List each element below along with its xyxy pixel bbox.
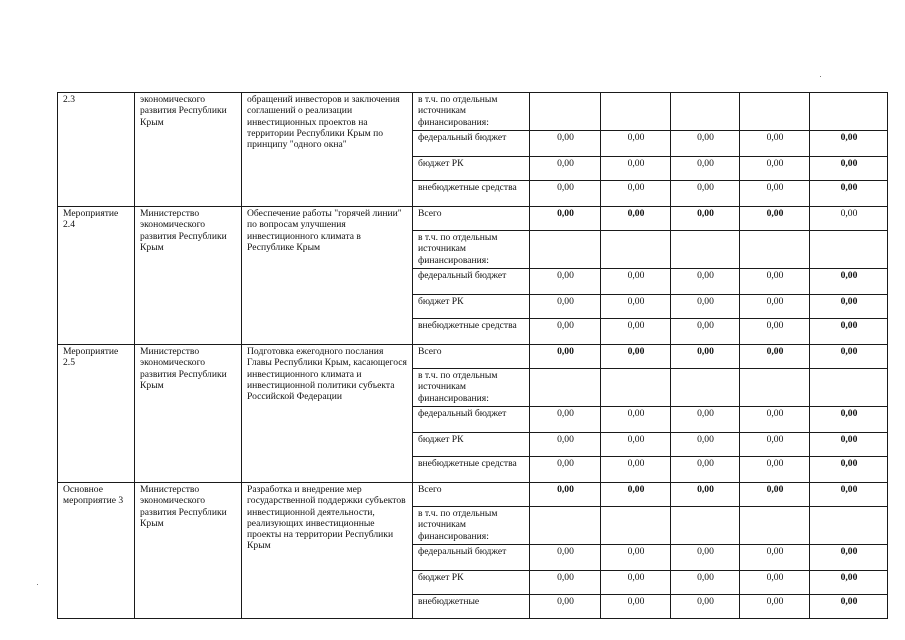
amount-cell xyxy=(671,231,740,269)
amount-cell: 0,00 xyxy=(810,433,888,457)
amount-cell xyxy=(810,93,888,131)
amount-cell: 0,00 xyxy=(601,295,671,319)
amount-cell: 0,00 xyxy=(810,181,888,207)
amount-cell: 0,00 xyxy=(810,269,888,295)
funding-source-label: бюджет РК xyxy=(413,157,530,181)
amount-cell: 0,00 xyxy=(671,595,740,619)
funding-source-label: в т.ч. по отдельным источникам финансирования: xyxy=(413,231,530,269)
funding-source-label: Всего xyxy=(413,345,530,369)
amount-cell: 0,00 xyxy=(671,269,740,295)
funding-source-label: федеральный бюджет xyxy=(413,545,530,571)
amount-cell: 0,00 xyxy=(530,545,601,571)
amount-cell: 0,00 xyxy=(740,571,810,595)
amount-cell: 0,00 xyxy=(601,571,671,595)
measure-description-cell: Подготовка ежегодного послания Главы Республики Крым, касающегося инвестиционного климата и инвестиционной политики субъекта Российской Федерации xyxy=(242,345,413,483)
funding-source-label: Всего xyxy=(413,483,530,507)
amount-cell: 0,00 xyxy=(530,457,601,483)
amount-cell xyxy=(601,93,671,131)
funding-source-label: внебюджетные средства xyxy=(413,181,530,207)
amount-cell: 0,00 xyxy=(530,181,601,207)
amount-cell: 0,00 xyxy=(740,407,810,433)
amount-cell: 0,00 xyxy=(530,571,601,595)
amount-cell: 0,00 xyxy=(810,131,888,157)
amount-cell: 0,00 xyxy=(530,295,601,319)
amount-cell: 0,00 xyxy=(530,433,601,457)
amount-cell xyxy=(530,231,601,269)
amount-cell: 0,00 xyxy=(740,181,810,207)
funding-source-label: в т.ч. по отдельным источникам финансирования: xyxy=(413,507,530,545)
measure-code-cell: Мероприятие 2.5 xyxy=(58,345,135,483)
budget-table xyxy=(57,92,888,619)
measure-code-cell: 2.3 xyxy=(58,93,135,207)
amount-cell: 0,00 xyxy=(671,319,740,345)
amount-cell xyxy=(740,93,810,131)
amount-cell: 0,00 xyxy=(530,483,601,507)
amount-cell: 0,00 xyxy=(740,545,810,571)
amount-cell: 0,00 xyxy=(601,157,671,181)
amount-cell: 0,00 xyxy=(530,269,601,295)
amount-cell: 0,00 xyxy=(810,571,888,595)
amount-cell: 0,00 xyxy=(601,319,671,345)
amount-cell: 0,00 xyxy=(601,595,671,619)
funding-source-label: в т.ч. по отдельным источникам финансирования: xyxy=(413,369,530,407)
amount-cell xyxy=(810,507,888,545)
amount-cell: 0,00 xyxy=(601,181,671,207)
amount-cell xyxy=(671,507,740,545)
scan-speck xyxy=(37,584,38,585)
budget-table-body xyxy=(58,93,888,619)
amount-cell: 0,00 xyxy=(601,345,671,369)
funding-source-label: внебюджетные средства xyxy=(413,319,530,345)
amount-cell: 0,00 xyxy=(740,345,810,369)
amount-cell: 0,00 xyxy=(740,295,810,319)
amount-cell: 0,00 xyxy=(671,545,740,571)
amount-cell: 0,00 xyxy=(810,319,888,345)
amount-cell: 0,00 xyxy=(810,345,888,369)
amount-cell: 0,00 xyxy=(740,457,810,483)
funding-source-label: бюджет РК xyxy=(413,571,530,595)
amount-cell: 0,00 xyxy=(740,319,810,345)
amount-cell: 0,00 xyxy=(740,207,810,231)
amount-cell: 0,00 xyxy=(601,407,671,433)
amount-cell: 0,00 xyxy=(530,131,601,157)
amount-cell: 0,00 xyxy=(810,483,888,507)
amount-cell: 0,00 xyxy=(810,295,888,319)
amount-cell: 0,00 xyxy=(601,269,671,295)
amount-cell xyxy=(810,231,888,269)
amount-cell: 0,00 xyxy=(530,319,601,345)
responsible-org-cell: Министерство экономического развития Республики Крым xyxy=(135,483,242,619)
amount-cell: 0,00 xyxy=(601,483,671,507)
table-row xyxy=(58,483,888,507)
amount-cell: 0,00 xyxy=(740,131,810,157)
amount-cell: 0,00 xyxy=(671,433,740,457)
funding-source-label: федеральный бюджет xyxy=(413,131,530,157)
measure-description-cell: Обеспечение работы "горячей линии" по вопросам улучшения инвестиционного климата в Республике Крым xyxy=(242,207,413,345)
amount-cell: 0,00 xyxy=(740,157,810,181)
amount-cell xyxy=(530,507,601,545)
table-row xyxy=(58,207,888,231)
amount-cell: 0,00 xyxy=(530,595,601,619)
amount-cell: 0,00 xyxy=(601,545,671,571)
amount-cell: 0,00 xyxy=(530,345,601,369)
measure-description-cell: Разработка и внедрение мер государственной поддержки субъектов инвестиционной деятельности, реализующих инвестиционные проекты на территории Республики Крым xyxy=(242,483,413,619)
amount-cell: 0,00 xyxy=(601,433,671,457)
amount-cell: 0,00 xyxy=(810,157,888,181)
funding-source-label: внебюджетные xyxy=(413,595,530,619)
amount-cell: 0,00 xyxy=(810,545,888,571)
amount-cell: 0,00 xyxy=(740,483,810,507)
amount-cell: 0,00 xyxy=(671,457,740,483)
scan-speck xyxy=(820,76,821,77)
responsible-org-cell: Министерство экономического развития Республики Крым xyxy=(135,345,242,483)
funding-source-label: в т.ч. по отдельным источникам финансирования: xyxy=(413,93,530,131)
amount-cell: 0,00 xyxy=(601,207,671,231)
amount-cell xyxy=(601,231,671,269)
amount-cell: 0,00 xyxy=(671,483,740,507)
amount-cell: 0,00 xyxy=(671,571,740,595)
table-row xyxy=(58,93,888,131)
amount-cell: 0,00 xyxy=(671,295,740,319)
amount-cell: 0,00 xyxy=(810,207,888,231)
amount-cell xyxy=(671,93,740,131)
funding-source-label: Всего xyxy=(413,207,530,231)
amount-cell: 0,00 xyxy=(671,131,740,157)
measure-code-cell: Мероприятие 2.4 xyxy=(58,207,135,345)
amount-cell: 0,00 xyxy=(740,595,810,619)
amount-cell xyxy=(740,369,810,407)
amount-cell: 0,00 xyxy=(530,407,601,433)
amount-cell xyxy=(601,369,671,407)
amount-cell: 0,00 xyxy=(671,157,740,181)
amount-cell xyxy=(601,507,671,545)
amount-cell xyxy=(530,93,601,131)
amount-cell: 0,00 xyxy=(671,345,740,369)
amount-cell: 0,00 xyxy=(601,457,671,483)
amount-cell: 0,00 xyxy=(810,457,888,483)
amount-cell: 0,00 xyxy=(601,131,671,157)
funding-source-label: бюджет РК xyxy=(413,295,530,319)
measure-description-cell: обращений инвесторов и заключения соглашений о реализации инвестиционных проектов на территории Республики Крым по принципу "одного окна" xyxy=(242,93,413,207)
amount-cell: 0,00 xyxy=(530,157,601,181)
amount-cell: 0,00 xyxy=(671,207,740,231)
amount-cell: 0,00 xyxy=(810,595,888,619)
amount-cell xyxy=(810,369,888,407)
funding-source-label: федеральный бюджет xyxy=(413,269,530,295)
funding-source-label: бюджет РК xyxy=(413,433,530,457)
funding-source-label: внебюджетные средства xyxy=(413,457,530,483)
amount-cell: 0,00 xyxy=(671,407,740,433)
amount-cell: 0,00 xyxy=(810,407,888,433)
measure-code-cell: Основное мероприятие 3 xyxy=(58,483,135,619)
amount-cell: 0,00 xyxy=(671,181,740,207)
responsible-org-cell: Министерство экономического развития Республики Крым xyxy=(135,207,242,345)
amount-cell xyxy=(671,369,740,407)
amount-cell: 0,00 xyxy=(740,269,810,295)
table-row xyxy=(58,345,888,369)
amount-cell xyxy=(740,507,810,545)
amount-cell xyxy=(530,369,601,407)
responsible-org-cell: экономического развития Республики Крым xyxy=(135,93,242,207)
amount-cell xyxy=(740,231,810,269)
amount-cell: 0,00 xyxy=(740,433,810,457)
funding-source-label: федеральный бюджет xyxy=(413,407,530,433)
amount-cell: 0,00 xyxy=(530,207,601,231)
